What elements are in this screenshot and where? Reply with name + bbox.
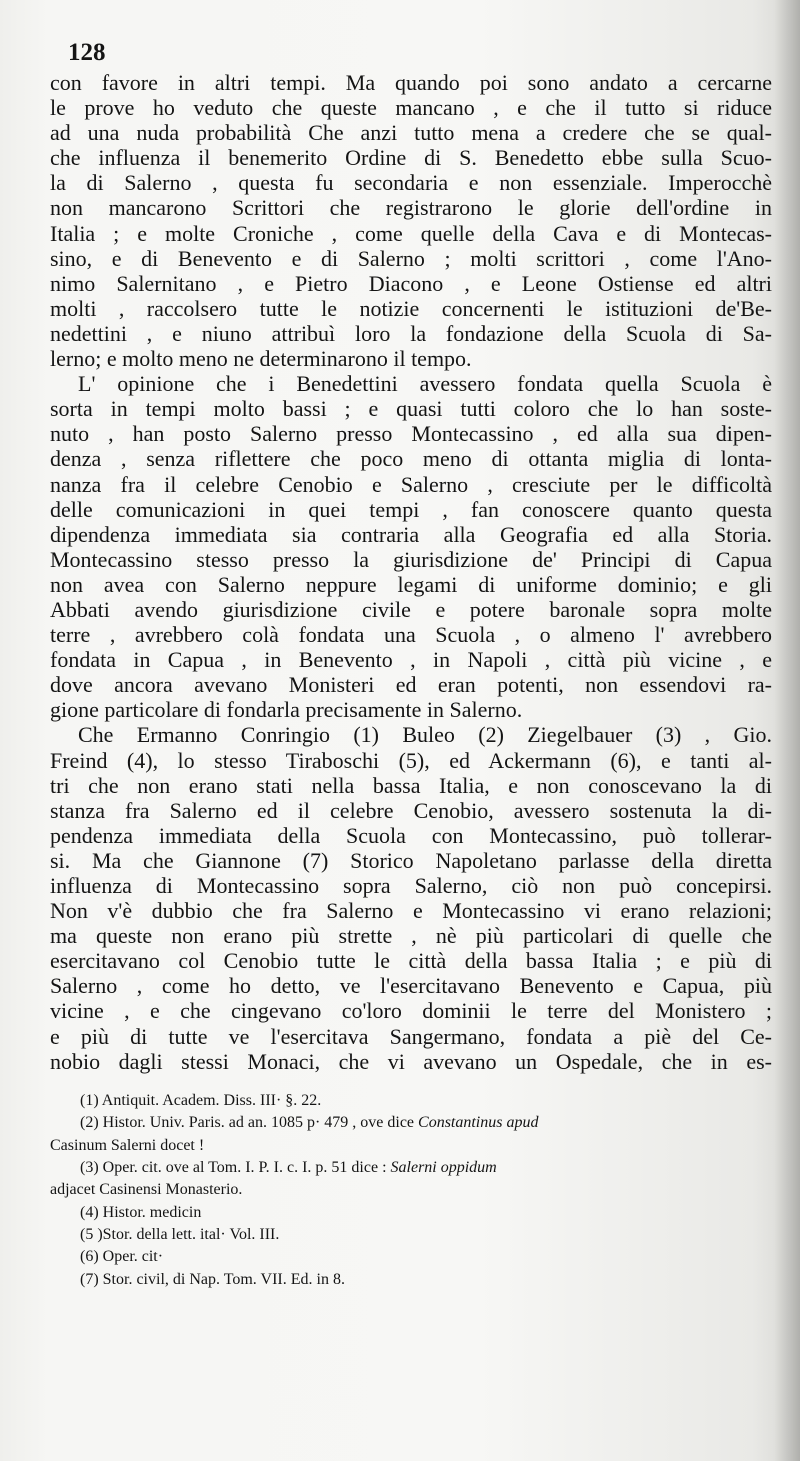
text-line: L' opinione che i Benedettini avessero fondata quella Scuola è <box>78 371 772 397</box>
text-line: Freind (4), lo stesso Tiraboschi (5), ed Ackermann (6), e tanti al- <box>50 747 772 773</box>
text-line: Italia ; e molte Croniche , come quelle della Cava e di Montecas- <box>50 220 772 246</box>
text-line: nedettini , e niuno attribuì loro la fondazione della Scuola di Sa- <box>50 320 772 346</box>
body-text <box>50 70 772 1074</box>
text-line: le prove ho veduto che queste mancano , e che il tutto si riduce <box>50 95 772 121</box>
text-line: Salerno , come ho detto, ve l'esercitavano Benevento e Capua, più <box>50 973 772 999</box>
footnote-4: (4) Histor. medicin <box>80 1203 202 1221</box>
footnote-3-text: (3) Oper. cit. ove al Tom. I. P. I. c. I. p. 51 dice : <box>80 1158 391 1176</box>
text-line: si. Ma che Giannone (7) Storico Napoletano parlasse della diretta <box>50 847 772 873</box>
text-line: ad una nuda probabilità Che anzi tutto mena a credere che se qual- <box>50 120 772 146</box>
footnote-5: (5 )Stor. della lett. ital· Vol. III. <box>80 1226 280 1244</box>
text-line: sorta in tempi molto bassi ; e quasi tutti coloro che lo han soste- <box>50 396 772 422</box>
text-line: che influenza il benemerito Ordine di S. Benedetto ebbe sulla Scuo- <box>50 145 772 171</box>
text-line: pendenza immediata della Scuola con Montecassino, può tollerar- <box>50 822 772 848</box>
text-line: e più di tutte ve l'esercitava Sangermano, fondata a piè del Ce- <box>50 1023 772 1049</box>
text-line: Non v'è dubbio che fra Salerno e Montecassino vi erano relazioni; <box>50 898 772 924</box>
text-line: denza , senza riflettere che poco meno di ottanta miglia di lonta- <box>50 446 772 472</box>
text-line: dove ancora avevano Monisteri ed eran potenti, non essendovi ra- <box>50 672 772 698</box>
text-line: Che Ermanno Conringio (1) Buleo (2) Ziegelbauer (3) , Gio. <box>78 722 772 748</box>
text-line: molti , raccolsero tutte le notizie concernenti le istituzioni de'Be- <box>50 295 772 321</box>
text-line: fondata in Capua , in Benevento , in Napoli , città più vicine , e <box>50 647 772 673</box>
footnote-3-continuation: adjacet Casinensi Monasterio. <box>50 1181 243 1199</box>
text-line: esercitavano col Cenobio tutte le città della bassa Italia ; e più di <box>50 948 772 974</box>
text-line: sino, e di Benevento e di Salerno ; molti scrittori , come l'Ano- <box>50 245 772 271</box>
footnote-2-continuation: Casinum Salerni docet ! <box>50 1136 205 1154</box>
footnote-7: (7) Stor. civil, di Nap. Tom. VII. Ed. in 8. <box>80 1270 345 1288</box>
text-line: delle comunicazioni in quei tempi , fan conoscere quanto questa <box>50 496 772 522</box>
text-line: non mancarono Scrittori che registrarono le glorie dell'ordine in <box>50 195 772 221</box>
text-line: dipendenza immediata sia contraria alla Geografia ed alla Storia. <box>50 521 772 547</box>
text-line: nanza fra il celebre Cenobio e Salerno , cresciute per le difficoltà <box>50 471 772 497</box>
text-line: Montecassino stesso presso la giurisdizione de' Principi di Capua <box>50 546 772 572</box>
page-number: 128 <box>68 39 106 66</box>
text-line: Abbati avendo giurisdizione civile e potere baronale sopra molte <box>50 596 772 622</box>
text-line: tri che non erano stati nella bassa Italia, e non conoscevano la di <box>50 772 772 798</box>
text-line: lerno; e molto meno ne determinarono il tempo. <box>50 346 472 372</box>
footnote-separator <box>50 1074 772 1090</box>
text-line: nuto , han posto Salerno presso Montecassino , ed alla sua dipen- <box>50 421 772 447</box>
text-line: vicine , e che cingevano co'loro dominii le terre del Monistero ; <box>50 998 772 1024</box>
text-line: nobio dagli stessi Monaci, che vi avevano un Ospedale, che in es- <box>50 1048 772 1074</box>
text-line: gione particolare di fondarla precisamente in Salerno. <box>50 697 523 723</box>
footnotes <box>50 1090 772 1292</box>
footnote-6: (6) Oper. cit· <box>80 1248 164 1266</box>
text-line: terre , avrebbero colà fondata una Scuola , o almeno l' avrebbero <box>50 622 772 648</box>
text-line: con favore in altri tempi. Ma quando poi sono andato a cercarne <box>50 70 772 95</box>
footnote-3-quote: Salerni oppidum <box>390 1158 497 1176</box>
footnote-1: (1) Antiquit. Academ. Diss. III· §. 22. <box>80 1091 322 1109</box>
text-line: influenza di Montecassino sopra Salerno, ciò non può concepirsi. <box>50 873 772 898</box>
text-line: la di Salerno , questa fu secondaria e non essenziale. Imperocchè <box>50 170 772 196</box>
footnote-2 <box>50 1112 772 1134</box>
text-line: ma queste non erano più strette , nè più particolari di quelle che <box>50 923 772 949</box>
footnote-3 <box>50 1157 772 1179</box>
text-line: non avea con Salerno neppure legami di uniforme dominio; e gli <box>50 571 772 597</box>
footnote-2-quote: Constantinus apud <box>418 1114 539 1132</box>
footnote-2-text: (2) Histor. Univ. Paris. ad an. 1085 p· 479 , ove dice <box>80 1114 419 1132</box>
text-line: nimo Salernitano , e Pietro Diacono , e Leone Ostiense ed altri <box>50 270 772 296</box>
text-line: stanza fra Salerno ed il celebre Cenobio, avessero sostenuta la di- <box>50 797 772 823</box>
